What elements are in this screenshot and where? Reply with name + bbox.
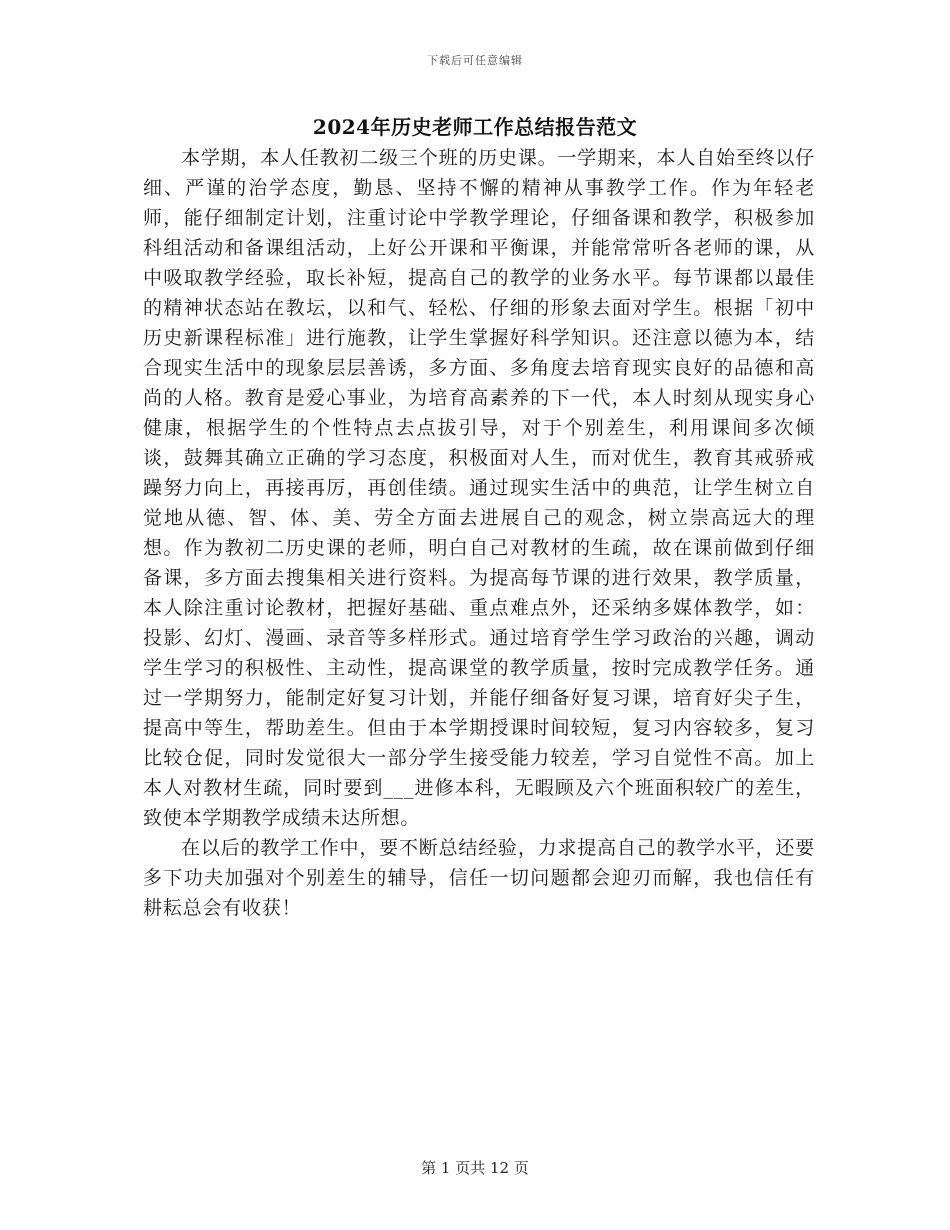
body-paragraph-2: 在以后的教学工作中，要不断总结经验，力求提高自己的教学水平，还要多下功夫加强对个别差生的辅导，信任一切问题都会迎刃而解，我也信任有耕耘总会有收获！ — [143, 837, 815, 919]
page-header-note: 下载后可任意编辑 — [427, 54, 523, 67]
page-number-indicator: 第 1 页共 12 页 — [421, 1159, 529, 1177]
body-paragraph-1: 本学期，本人任教初二级三个班的历史课。一学期来，本人自始至终以仔细、严谨的治学态度，勤恳、坚持不懈的精神从事教学工作。作为年轻老师，能仔细制定计划，注重讨论中学教学理论，仔细备课和教学，积极参加科组活动和备课组活动，上好公开课和平衡课，并能常常听各老师的课，从中吸取教学经验，取长补短，提高自己的教学的业务水平。每节课都以最佳的精神状态站在教坛，以和气、轻松、仔细的形象去面对学生。根据「初中历史新课程标准」进行施教，让学生掌握好科学知识。还注意以德为本，结合现实生活中的现象层层善诱，多方面、多角度去培育现实良好的品德和高尚的人格。教育是爱心事业，为培育高素养的下一代，本人时刻从现实身心健康，根据学生的个性特点去点拔引导，对于个别差生，利用课间多次倾谈，鼓舞其确立正确的学习态度，积极面对人生，而对优生，教育其戒骄戒躁努力向上，再接再厉，再创佳绩。通过现实生活中的典范，让学生树立自觉地从德、智、体、美、劳全方面去进展自己的观念，树立崇高远大的理想。作为教初二历史课的老师，明白自己对教材的生疏，故在课前做到仔细备课，多方面去搜集相关进行资料。为提高每节课的进行效果，教学质量，本人除注重讨论教材，把握好基础、重点难点外，还采纳多媒体教学，如：投影、幻灯、漫画、录音等多样形式。通过培育学生学习政治的兴趣，调动学生学习的积极性、主动性，提高课堂的教学质量，按时完成教学任务。通过一学期努力，能制定好复习计划，并能仔细备好复习课，培育好尖子生，提高中等生，帮助差生。但由于本学期授课时间较短，复习内容较多，复习比较仓促，同时发觉很大一部分学生接受能力较差，学习自觉性不高。加上本人对教材生疏，同时要到___进修本科，无暇顾及六个班面积较广的差生，致使本学期教学成绩未达所想。 — [143, 147, 815, 829]
document-body — [143, 143, 815, 923]
document-title: 2024年历史老师工作总结报告范文 — [312, 115, 638, 139]
